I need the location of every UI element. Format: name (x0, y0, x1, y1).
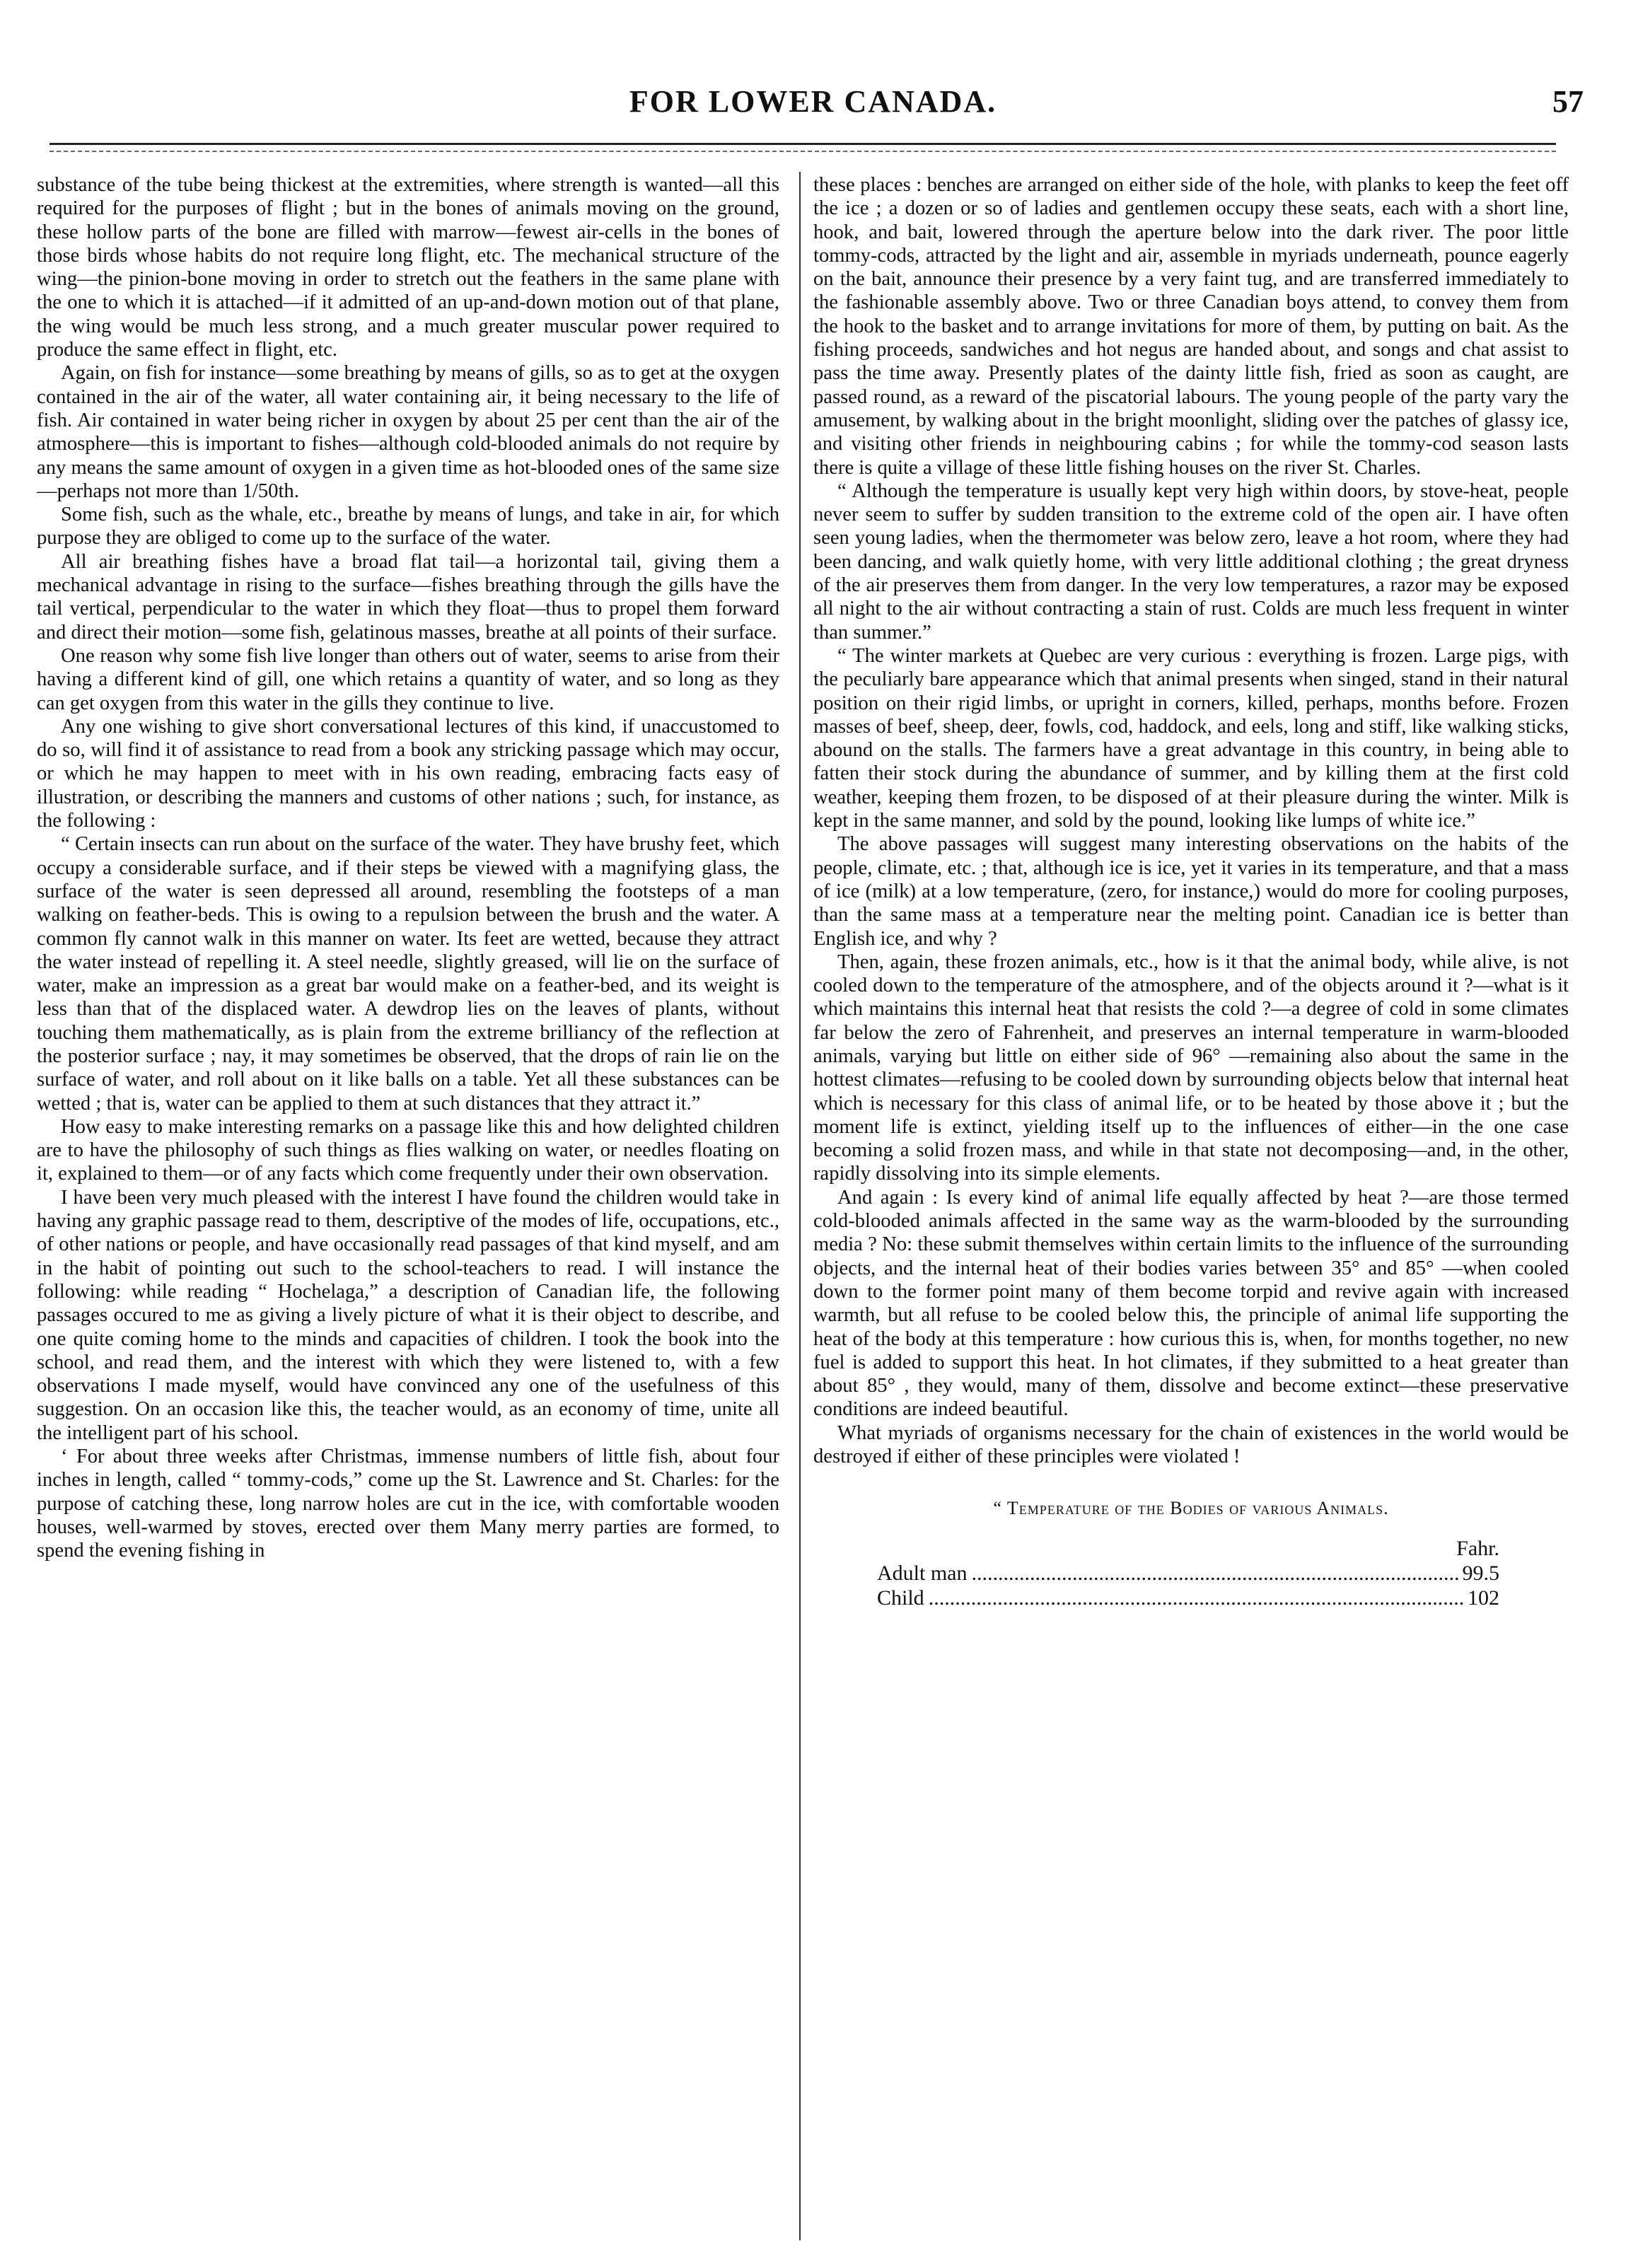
paragraph: Any one wishing to give short conversational lectures of this kind, if unaccustomed to do so, will find it of assistance to read from a book any stricking passage which may occur, or which he may happen to meet with in his own reading, embracing facts easy of illustration, or describing the manners and customs of other nations ; such, for instance, as the following : (37, 715, 779, 832)
row-label: Adult man (877, 1561, 968, 1585)
leader-dots (929, 1586, 1463, 1610)
paragraph: How easy to make interesting remarks on a passage like this and how delighted children are to have the philosophy of such things as flies walking on water, or needles floating on it, explained to them—or of any facts which come frequently under their own observation. (37, 1115, 779, 1185)
paragraph: Again, on fish for instance—some breathing by means of gills, so as to get at the oxygen contained in the air of the water, all water containing air, it being necessary to the life of fish. Air contained in water being richer in oxygen by about 25 per cent than the air of the atmosphere—this is important to fishes—although cold-blooded animals do not require by any means the same amount of oxygen in a given time as hot-blooded ones of the same size—perhaps not more than 1/50th. (37, 362, 779, 502)
table-unit-header: Fahr. (1456, 1536, 1499, 1560)
quoted-paragraph: “ Certain insects can run about on the surface of the water. They have brushy feet, which occupy a considerable surface, and if their steps be viewed with a magnifying glass, the surface of the water is seen depressed all around, resembling the footsteps of a man walking on feather-beds. This is owing to a repulsion between the brush and the water. A common fly cannot walk in this manner on water. Its feet are wetted, because they attract the water instead of repelling it. A steel needle, slightly greased, will lie on the surface of water, make an impression as a great bar would make on a feather-bed, and its weight is less than that of the displaced water. A dewdrop lies on the leaves of plants, without touching them mathematically, as is plain from the extreme brilliancy of the reflection at the posterior surface ; nay, it may sometimes be observed, that the drops of rain lie on the surface of water, and roll about on it like balls on a table. Yet all these substances can be wetted ; that is, water can be applied to them at such distances that they attract it.” (37, 833, 779, 1115)
row-label: Child (877, 1586, 924, 1610)
right-column (813, 173, 1569, 2242)
paragraph: Some fish, such as the whale, etc., breathe by means of lungs, and take in air, for which purpose they are obliged to come up to the surface of the water. (37, 504, 779, 549)
column-divider (799, 172, 801, 2240)
paragraph: The above passages will suggest many interesting observations on the habits of the people, climate, etc. ; that, although ice is ice, yet it varies in its temperature, and that a mass of ice (milk) at a low temperature, (zero, for instance,) would do more for cooling purposes, than the same mass at a temperature near the melting point. Canadian ice is better than English ice, and why ? (813, 833, 1569, 950)
table-row (877, 1561, 1499, 1586)
quoted-paragraph: ‘ For about three weeks after Christmas, immense numbers of little fish, about four inches in length, called “ tommy-cods,” come up the St. Lawrence and St. Charles: for the purpose of catching these, long narrow holes are cut in the ice, with comfortable wooden houses, well-warmed by stoves, erected over them Many merry parties are formed, to spend the evening fishing in (37, 1446, 779, 1562)
left-column (37, 173, 779, 2242)
paragraph: What myriads of organisms necessary for the chain of existences in the world would be destroyed if either of these principles were violated ! (813, 1421, 1569, 1468)
quoted-paragraph: “ The winter markets at Quebec are very curious : everything is frozen. Large pigs, with the peculiarly bare appearance which that animal presents when singed, stand in their natural position on their rigid limbs, or upright in corners, killed, perhaps, months before. Frozen masses of beef, sheep, deer, fowls, cod, haddock, and eels, long and stiff, like walking sticks, abound on the stalls. The farmers have a great advantage in this country, in being able to fatten their stock during the abundance of summer, and by killing them at the first cold weather, keeping them frozen, to be disposed of at their pleasure during the winter. Milk is kept in the same manner, and sold by the pound, looking like lumps of white ice.” (813, 644, 1569, 832)
paragraph: One reason why some fish live longer than others out of water, seems to arise from their having a different kind of gill, one which retains a quantity of water, and so long as they can get oxygen from this water in the gills they continue to live. (37, 644, 779, 714)
paragraph: All air breathing fishes have a broad flat tail—a horizontal tail, giving them a mechanical advantage in rising to the surface—fishes breathing through the gills have the tail vertical, perpendicular to the water in which they float—thus to propel them forward and direct their motion—some fish, gelatinous masses, breathe at all points of their surface. (37, 550, 779, 644)
table-title: “ Temperature of the Bodies of various Animals. (993, 1498, 1389, 1519)
header-rule-dashed (50, 151, 1556, 152)
paragraph: And again : Is every kind of animal life equally affected by heat ?—are those termed cold-blooded animals affected in the same way as the warm-blooded by the surrounding media ? No: these submit themselves within certain limits to the influence of the surrounding objects, and the internal heat of their bodies varies between 35° and 85° —when cooled down to the former point many of them become torpid and revive again with increased warmth, but all refuse to be cooled below this, the principle of animal life supporting the heat of the body at this temperature : how curious this is, when, for months together, no new fuel is added to support this heat. In hot climates, if they submitted to a heat greater than about 85° , they would, many of them, dissolve and become extinct—these preservative conditions are indeed beautiful. (813, 1186, 1569, 1421)
running-head: FOR LOWER CANADA. (629, 84, 997, 119)
header-rule (50, 143, 1556, 145)
temperature-table (877, 1536, 1499, 1610)
paragraph: Then, again, these frozen animals, etc., how is it that the animal body, while alive, is not cooled down to the temperature of the atmosphere, and of the objects around it ?—what is it which maintains this internal heat that resists the cold ?—a degree of cold in some climates far below the zero of Fahrenheit, and preserves an internal temperature in warm-blooded animals, varying but little on either side of 96° —remaining also about the same in the hottest climates—refusing to be cooled down by surrounding objects below that internal heat which is necessary for this class of animal life, or to be heated by those above it ; but the moment life is extinct, yielding itself up to the influences of either—in the one case becoming a solid frozen mass, and while in that state not decomposing—and, in the other, rapidly dissolving into its simple elements. (813, 950, 1569, 1185)
paragraph: substance of the tube being thickest at the extremities, where strength is wanted—all this required for the purposes of flight ; but in the bones of animals moving on the ground, these hollow parts of the bone are filled with marrow—fewest air-cells in the bones of those birds whose habits do not require long flight, etc. The mechanical structure of the wing—the pinion-bone moving in order to stretch out the feathers in the same plane with the one to which it is attached—if it admitted of an up-and-down motion out of that plane, the wing would be much less strong, and a much greater muscular power required to produce the same effect in flight, etc. (37, 174, 779, 361)
page-number: 57 (1552, 84, 1584, 119)
table-row (877, 1586, 1499, 1610)
quoted-paragraph: “ Although the temperature is usually kept very high within doors, by stove-heat, people never seem to suffer by sudden transition to the extreme cold of the open air. I have often seen young ladies, when the thermometer was below zero, leave a hot room, where they had been dancing, and walk quietly home, with very little additional clothing ; the great dryness of the air preserves them from danger. In the very low temperatures, a razor may be exposed all night to the air without contracting a stain of rust. Colds are much less frequent in winter than summer.” (813, 479, 1569, 644)
row-value: 102 (1468, 1586, 1499, 1610)
leader-dots (972, 1561, 1458, 1586)
paragraph: I have been very much pleased with the interest I have found the children would take in having any graphic passage read to them, descriptive of the modes of life, occupations, etc., of other nations or people, and have occasionally read passages of that kind myself, and am in the habit of pointing out such to the school-teachers to read. I will instance the following: while reading “ Hochelaga,” a description of Canadian life, the following passages occured to me as giving a lively picture of what it is their object to describe, and one quite coming home to the minds and capacities of children. I took the book into the school, and read them, and the interest with which they were listened to, with a few observations I made myself, would have convinced any one of the usefulness of this suggestion. On an occasion like this, the teacher would, as an economy of time, unite all the intelligent part of his school. (37, 1186, 779, 1444)
row-value: 99.5 (1462, 1561, 1499, 1585)
quoted-paragraph: these places : benches are arranged on either side of the hole, with planks to keep the feet off the ice ; a dozen or so of ladies and gentlemen occupy these seats, each with a short line, hook, and bait, lowered through the aperture below into the dark river. The poor little tommy-cods, attracted by the light and air, assemble in myriads underneath, pounce eagerly on the bait, announce their presence by a very faint tug, and are transferred immediately to the fashionable assembly above. Two or three Canadian boys attend, to convey them from the hook to the basket and to arrange invitations for more of them, by putting on bait. As the fishing proceeds, sandwiches and hot negus are handed about, and songs and chat assist to pass the time away. Presently plates of the dainty little fish, fried as soon as caught, are passed round, as a reward of the piscatorial labours. The young people of the party vary the amusement, by walking about in the bright moonlight, sliding over the patches of glassy ice, and visiting other friends in neighbouring cabins ; for while the tommy-cod season lasts there is quite a village of these little fishing houses on the river St. Charles. (813, 174, 1569, 479)
